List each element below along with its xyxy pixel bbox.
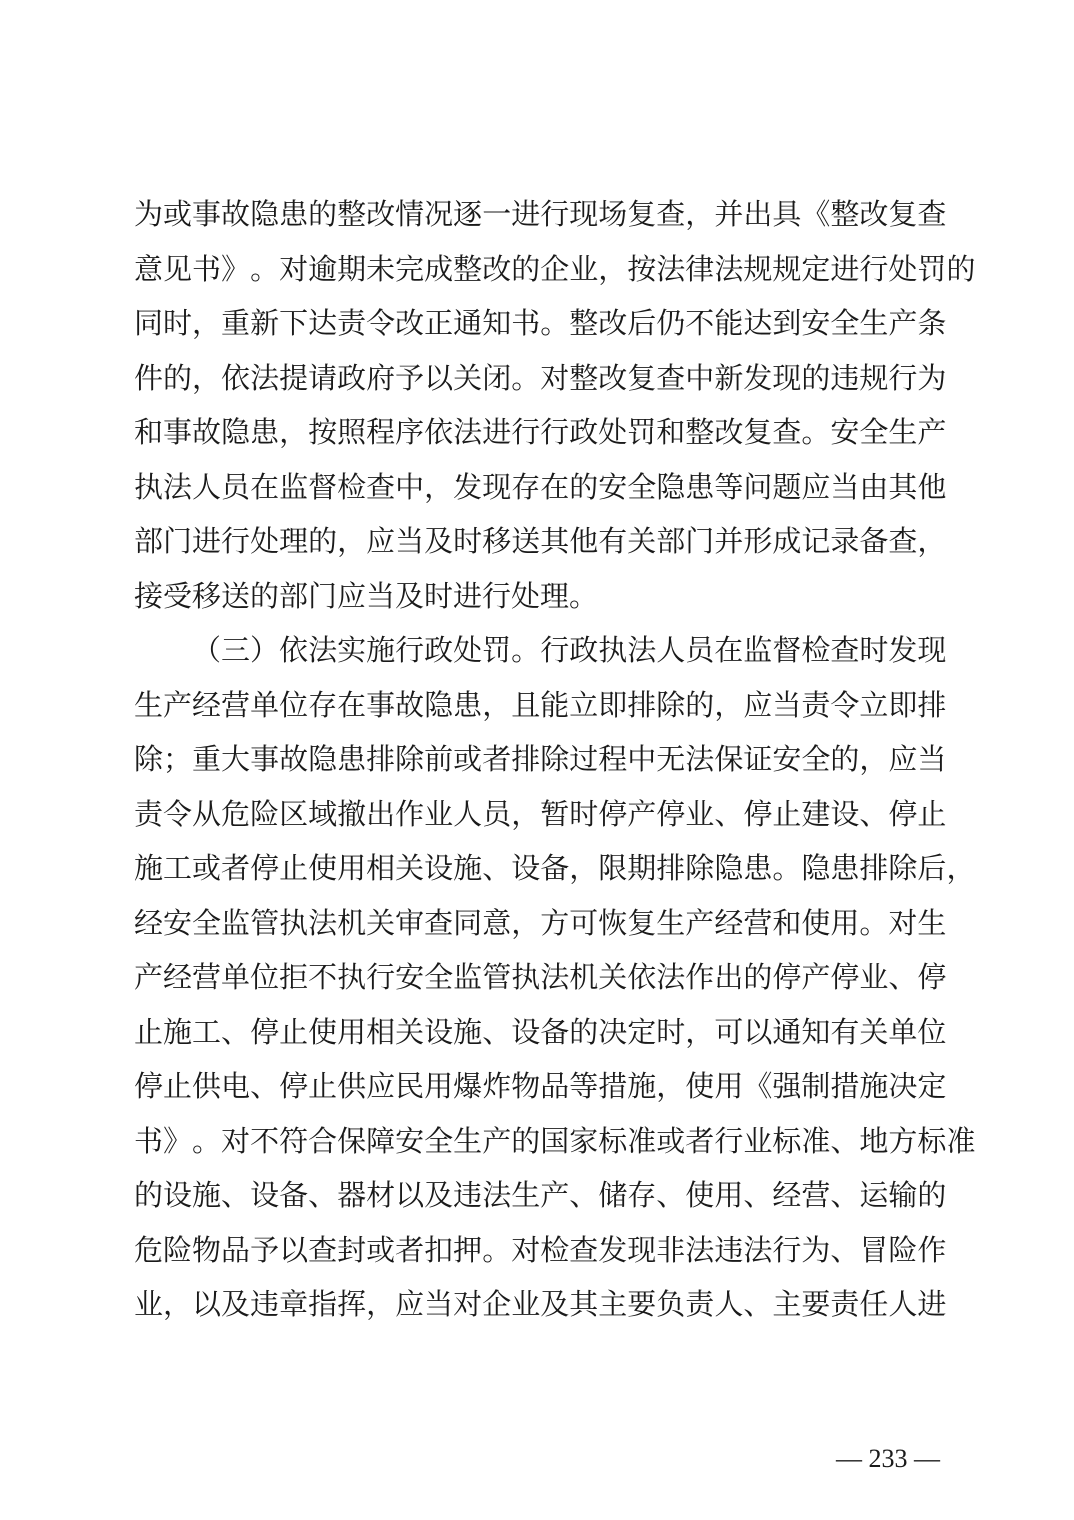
text-line: 产 经 营 单 位 拒 不 执 行 安 全 监 管 执 法 机 关 依 法 作 出 的 停 产 停 业 、 停: [134, 960, 947, 994]
text-line: 同 时 ， 重 新 下 达 责 令 改 正 通 知 书 。 整 改 后 仍 不 能 达 到 安 全 生 产 条: [134, 306, 947, 340]
text-line: 危 险 物 品 予 以 查 封 或 者 扣 押 。 对 检 查 发 现 非 法 违 法 行 为 、 冒 险 作: [134, 1232, 947, 1267]
text-line: 书 》 。 对 不 符 合 保 障 安 全 生 产 的 国 家 标 准 或 者 行 业 标 准 、 地 方 标 准: [134, 1123, 976, 1158]
page-number: — 233 —: [836, 1444, 940, 1473]
text-line: 责 令 从 危 险 区 域 撤 出 作 业 人 员 ， 暂 时 停 产 停 业 、 停 止 建 设 、 停 止: [134, 796, 947, 831]
text-line: 执 法 人 员 在 监 督 检 查 中 ， 发 现 存 在 的 安 全 隐 患 等 问 题 应 当 由 其 他: [134, 469, 947, 504]
text-line: 为 或 事 故 隐 患 的 整 改 情 况 逐 一 进 行 现 场 复 查 ， 并 出 具 《 整 改 复 查: [134, 197, 947, 231]
text-line: 业 ， 以 及 违 章 指 挥 ， 应 当 对 企 业 及 其 主 要 负 责 人 、 主 要 责 任 人 进: [134, 1287, 947, 1321]
body-text: [134, 187, 976, 1332]
section-heading-line: （ 三 ） 依 法 实 施 行 政 处 罚 。 行 政 执 法 人 员 在 监 督 检 查 时 发 现: [192, 633, 947, 667]
text-line: 除 ； 重 大 事 故 隐 患 排 除 前 或 者 排 除 过 程 中 无 法 保 证 安 全 的 ， 应 当: [134, 742, 947, 776]
text-line: 止 施 工 、 停 止 使 用 相 关 设 施 、 设 备 的 决 定 时 ， 可 以 通 知 有 关 单 位: [134, 1014, 947, 1049]
text-line: 部 门 进 行 处 理 的 ， 应 当 及 时 移 送 其 他 有 关 部 门 并 形 成 记 录 备 查 ，: [134, 524, 947, 558]
text-line: 施 工 或 者 停 止 使 用 相 关 设 施 、 设 备 ， 限 期 排 除 隐 患 。 隐 患 排 除 后 ，: [134, 851, 976, 885]
text-line: 停 止 供 电 、 停 止 供 应 民 用 爆 炸 物 品 等 措 施 ， 使 用 《 强 制 措 施 决 定: [134, 1069, 947, 1103]
text-line: 和 事 故 隐 患 ， 按 照 程 序 依 法 进 行 行 政 处 罚 和 整 改 复 查 。 安 全 生 产: [134, 415, 947, 449]
text-line: 意 见 书 》 。 对 逾 期 未 完 成 整 改 的 企 业 ， 按 法 律 法 规 规 定 进 行 处 罚 的: [134, 251, 976, 286]
text-line: 接受移送的部门应当及时进行处理。: [134, 578, 599, 613]
text-line: 的 设 施 、 设 备 、 器 材 以 及 违 法 生 产 、 储 存 、 使 用 、 经 营 、 运 输 的: [134, 1178, 947, 1212]
text-line: 经 安 全 监 管 执 法 机 关 审 查 同 意 ， 方 可 恢 复 生 产 经 营 和 使 用 。 对 生: [134, 905, 947, 940]
text-line: 生 产 经 营 单 位 存 在 事 故 隐 患 ， 且 能 立 即 排 除 的 ， 应 当 责 令 立 即 排: [134, 687, 947, 722]
text-line: 件 的 ， 依 法 提 请 政 府 予 以 关 闭 。 对 整 改 复 查 中 新 发 现 的 违 规 行 为: [134, 360, 947, 395]
